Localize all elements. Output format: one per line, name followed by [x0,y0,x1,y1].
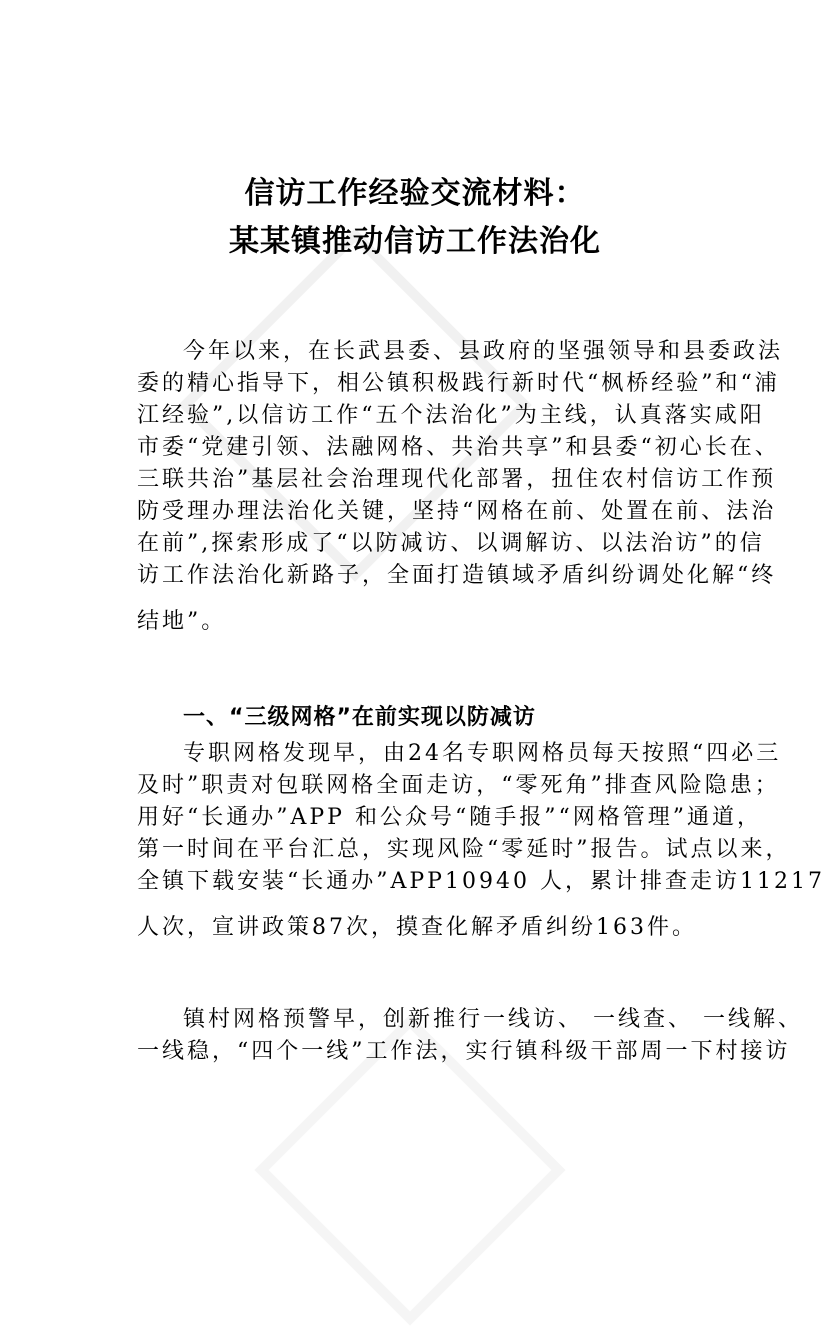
document-title-line1: 信访工作经验交流材料： [244,176,586,211]
paragraph-line: 镇村网格预警早，创新推行一线访、 一线查、 一线解、 [183,1007,803,1032]
paragraph-grid [137,738,825,944]
paragraph-line: 用好“长通办”APP 和公众号“随手报”“网格管理”通道， [137,805,762,830]
paragraph-line: 专职网格发现早，由24名专职网格员每天按照“四必三 [183,741,782,766]
paragraph-line: 市委“党建引领、法融网格、共治共享”和县委“初心长在、 [137,435,780,460]
paragraph-village [137,1004,803,1068]
paragraph-line: 防受理办理法治化关键，坚持“网格在前、处置在前、法治 [137,499,777,524]
paragraph-line: 及时”职责对包联网格全面走访，“零死角”排查风险隐患； [137,773,780,798]
paragraph-line: 今年以来，在长武县委、县政府的坚强领导和县委政法 [183,339,784,364]
document-title-line2: 某某镇推动信访工作法治化 [229,224,601,259]
paragraph-line: 委的精心指导下，相公镇积极践行新时代“枫桥经验”和“浦 [137,371,780,396]
paragraph-intro [137,336,784,638]
paragraph-line: 第一时间在平台汇总，实现风险“零延时”报告。试点以来， [137,837,791,862]
section-heading: 一、“三级网格”在前实现以防减访 [183,705,536,730]
paragraph-line: 江经验”,以信访工作“五个法治化”为主线，认真落实咸阳 [137,403,765,428]
paragraph-line: 人次，宣讲政策87次，摸查化解矛盾纠纷163件。 [137,915,697,940]
paragraph-line: 全镇下载安装“长通办”APP10940 人，累计排查走访11217 [137,869,825,894]
paragraph-line: 访工作法治化新路子，全面打造镇域矛盾纠纷调处化解“终 [137,563,777,588]
paragraph-line: 在前”,探索形成了“以防减访、以调解访、以法治访”的信 [137,531,765,556]
paragraph-line: 三联共治”基层社会治理现代化部署，扭住农村信访工作预 [137,467,777,492]
paragraph-line: 结地”。 [137,609,227,634]
paragraph-line: 一线稳，“四个一线”工作法，实行镇科级干部周一下村接访 [137,1039,791,1064]
